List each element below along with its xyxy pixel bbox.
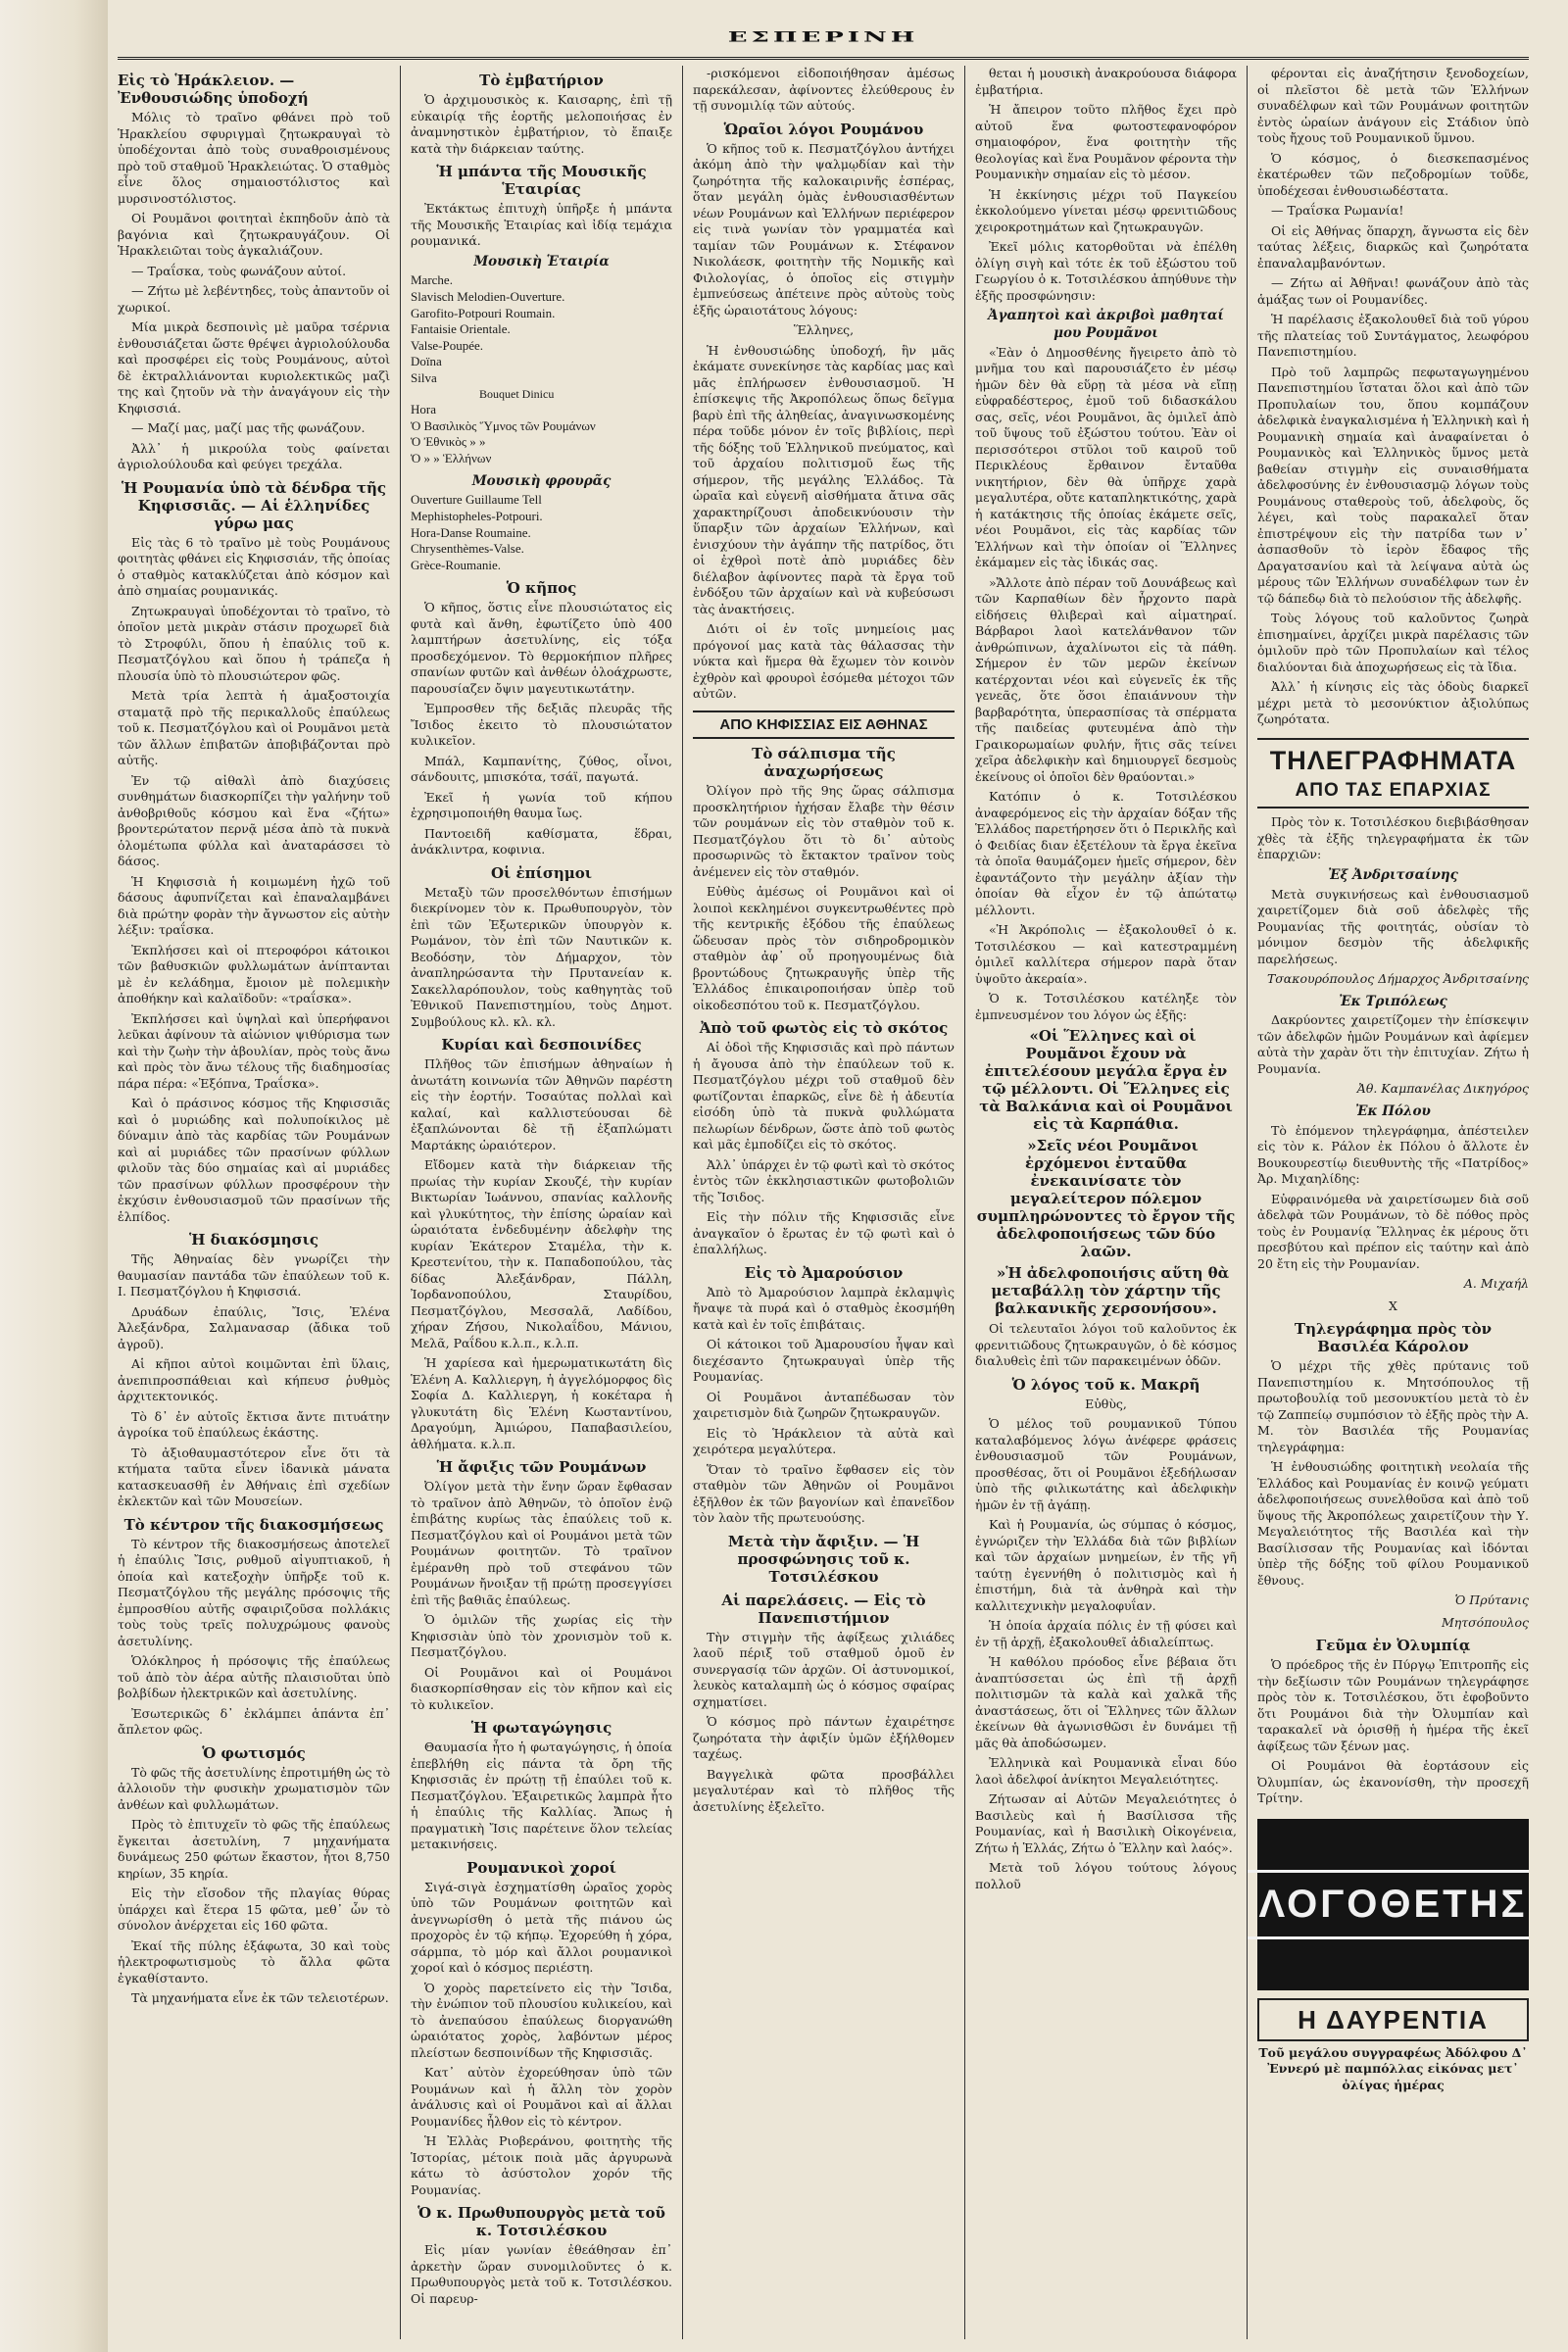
section-heading: Ἡ μπάντα τῆς Μουσικῆς Ἑταιρίας [436, 163, 647, 198]
paragraph: Ἀλλ᾽ ἡ μικρούλα τοὺς φαίνεται ἀγριολούλουδα καὶ φεύγει τρεχάλα. [118, 440, 390, 471]
columns [118, 66, 1529, 2339]
paragraph: θεται ἡ μουσικὴ ἀνακρούουσα διάφορα ἐμβατήρια. [975, 66, 1237, 97]
paragraph: — Ζήτω μὲ λεβέντηδες, τοὺς ἀπαντοῦν οἱ χωρικοί. [118, 283, 390, 315]
telegram-signature: Ὁ Πρύτανις [1454, 1592, 1529, 1608]
program-item: Fantaisie Orientale. [411, 321, 511, 337]
paragraph: Οἱ Ρουμάνοι θὰ ἑορτάσουν εἰς Ὀλυμπίαν, ὡς ἐκανονίσθη, τὴν προσεχῆ Τρίτην. [1257, 1758, 1529, 1806]
section-heading: Τὸ σάλπισμα τῆς ἀναχωρήσεως [752, 745, 896, 781]
advertisement-caption: Τοῦ μεγάλου συγγραφέως Ἀδόλφου Δ᾽ Ἐννερύ μὲ παμπόλλας εἰκόνας μετ᾽ ὀλίγας ἡμέρας [1258, 2044, 1528, 2092]
telegram-origin: Ἐξ Ἀνδριτσαίνης [1328, 866, 1458, 883]
article-heading: Εἰς τὸ Ἡράκλειον. — Ἐνθουσιώδης ὑποδοχή [118, 72, 309, 107]
paragraph: Εἰς μίαν γωνίαν ἐθεάθησαν ἐπ᾽ ἀρκετὴν ὥραν συνομιλοῦντες ὁ κ. Πρωθυπουργὸς μετὰ τοῦ κ. Τοτσιλέσκου. Οἱ παρευρ- [411, 2242, 672, 2306]
section-heading: Ὁ κῆπος [506, 579, 577, 598]
section-heading: Ὁ λόγος τοῦ κ. Μακρῆ [1011, 1375, 1200, 1394]
program-item: Silva [411, 370, 437, 386]
paragraph: — Ζήτω αἱ Ἀθῆναι! φωνάζουν ἀπὸ τὰς ἁμάξας των οἱ Ρουμανίδες. [1257, 275, 1529, 307]
column-5 [1247, 66, 1529, 2339]
paragraph: Οἱ Ρουμᾶνοι φοιτηταὶ ἐκπηδοῦν ἀπὸ τὰ βαγόνια καὶ ζητωκραυγάζουν. Οἱ Ἡρακλειῶται τοὺς ἀγκαλιάζουν. [118, 211, 390, 258]
paragraph: Ὀλίγον μετὰ τὴν ἕνην ὥραν ἔφθασαν τὸ τραῖνον ἀπὸ Ἀθηνῶν, τὸ ὁποῖον ἐνῷ ἐπιβάτης κυρίως τὰς ἐπαύλεις τοῦ κ. Πεσματζόγλου καὶ οἱ Ρουμάνοι μετὰ τῶν Ρουμάνων φοιτητῶν. Τὸ τραῖνον ἐμέρανθη πρὸ τοῦ στεφάνου τῶν Ρουμάνων ἤνοιξαν τῇ πρώτῃ προσεγγίσει ἐπὶ τῆς βαθιᾶς ἐπαύλεως. [411, 1479, 672, 1607]
paragraph: Αἱ κῆποι αὐτοὶ κοιμῶνται ἐπὶ ὕλαις, ἀνεπιπροσπάθειαι καὶ κήπευσ ῥυθμὸς ἀρχιτεκτονικός. [118, 1356, 390, 1403]
program-item: Garofito-Potpouri Roumain. [411, 305, 556, 320]
paragraph: Ἀπὸ τὸ Ἀμαρούσιον λαμπρὰ ἐκλαμψὶς ἤναψε τὰ πυρά καὶ ὁ σταθμὸς ἐκοσμήθη κατὰ καὶ ἐν τοῖς ἐπιβάταις. [693, 1284, 955, 1332]
paragraph: Μετὰ συγκινήσεως καὶ ἐνθουσιασμοῦ χαιρετίζομεν διὰ σοῦ ἀδελφὲς τῆς Ρουμανίας τῆς φοιτητάς, οὐσίαν τὸ μόνιμον δεσμὸν τῆς ἀδελφικῆς παρελήσεως. [1257, 886, 1529, 966]
paragraph: Μόλις τὸ τραῖνο φθάνει πρὸ τοῦ Ἡρακλείου σφυριγμαὶ ζητωκραυγαὶ τὸ ὑποδέχονται ἀπὸ τοὺς συναθροισμένους πρὸ τοῦ σταθμοῦ Ἡρακλειώτας. Ὁ σταθμὸς εἶνε ὅλος σημαιοστόλιστος καὶ μυρσινοστόλιστος. [118, 110, 390, 206]
section-heading: Ὁ κ. Πρωθυπουργὸς μετὰ τοῦ κ. Τοτσιλέσκου [417, 2204, 665, 2240]
advertisement-title: Η ΔΑΥΡΕΝΤΙΑ [1257, 1998, 1529, 2041]
paragraph: Οἱ Ρουμᾶνοι ἀνταπέδωσαν τὸν χαιρετισμὸν διὰ ζωηρῶν ζητωκραυγῶν. [693, 1389, 955, 1421]
paragraph: Ὁ μέλος τοῦ ρουμανικοῦ Τύπου καταλαβόμενος λόγω ἀνέφερε φράσεις ἐνθουσιασμοῦ τῶν Ρουμάνων, προσθέσας, ὅτι οἱ Ρουμᾶνοι ἐξεδήλωσαν ὑπὸ τῆς φιλικωτάτης καὶ ἀδελφικὴν ἡμῶν ἐν τῇ ἀγάπῃ. [975, 1416, 1237, 1512]
paragraph: — Τραΐσκα, τοὺς φωνάζουν αὐτοί. [131, 263, 347, 278]
paragraph: Οἱ κάτοικοι τοῦ Ἀμαρουσίου ἧψαν καὶ διεχέσαντο ζητωκραυγαὶ ὑπὲρ τῆς Ρουμανίας. [693, 1337, 955, 1385]
paragraph: Ὁ ὁμιλῶν τῆς χωρίας εἰς τὴν Κηφισσιὰν ὑπὸ τὸν χρονισμὸν τοῦ κ. Πεσματζόγλου. [411, 1612, 672, 1660]
emphasis-paragraph: »Σεῖς νέοι Ρουμᾶνοι ἐρχόμενοι ἐνταῦθα ἐνεκαινίσατε τὸν μεγαλείτερον πόλεμον συμπληρώνοντες τὸ ἔργον τῆς ἀδελφοποιήσεως τῶν δύο λαῶν. [976, 1137, 1236, 1261]
paragraph: Εἰς τὴν πόλιν τῆς Κηφισσιᾶς εἶνε ἀναγκαῖον ὁ ἔρωτας ἐν τῷ φωτὶ καὶ ὁ ἐπαλλήλως. [693, 1209, 955, 1257]
paragraph: Τὸ ἐπόμενον τηλεγράφημα, ἀπέστειλεν εἰς τὸν κ. Ράλον ἐκ Πόλου ὁ ἄλλοτε ἐν Βουκουρεστίῳ διευθυντὴς τῆς «Πατρίδος» Ἀρ. Μιχαηλίδης: [1257, 1122, 1529, 1187]
program-item: Marche. [411, 272, 453, 288]
section-heading: Αἱ παρελάσεις. — Εἰς τὸ Πανεπιστήμιον [721, 1591, 926, 1627]
paragraph: Ἡ ἐνθουσιώδης ὑποδοχή, ἣν μᾶς ἐκάματε συνεκίνησε τὰς καρδίας μας καὶ μᾶς ἐπλήρωσεν ἐνθουσιασμοῦ. Ἡ ἐπίσκεψις τῆς Ἀκροπόλεως ὅπως δεῖγμα βαρὺ ἐπὶ τῆς ἀληθείας, ἀναγινωσκομένης πέρα τοῦδε μόνον ἐν τοῖς βιβλίοις, περὶ τῆς δόξης τοῦ Ἑλληνικοῦ πνεύματος, καὶ τοῦ ἀρχαίου πολιτισμοῦ ἕως τῆς σήμερον, τῆς μεγάλης Ἑλλάδος. Τὰ ὡραῖα καὶ εὐγενῆ αἰσθήματα ἄτινα σᾶς χαρακτηρίζουσι ἀποδεικνύουσιν τὴν ὕπαρξιν τῶν ἀρχαίων Ἑλλήνων, καὶ ἐνισχύουν τὴν ἀγάπην τῆς πατρίδος, ὅτι οἱ ἐχθροὶ ποτὲ ἀπὸ μυριάδες δὲν διέλαβον ἀφίνοντες παρὰ τὰ ἔργα τοῦ ἐνδόξου τῶν ἀρχαίων καὶ νὰ κυβεύσωσι τὰς ἀνακτήσεις. [693, 342, 955, 616]
paragraph: Ἐκεῖ ἡ γωνία τοῦ κήπου ἐχρησιμοποιήθη θαυμα ἴως. [411, 789, 672, 821]
paragraph: Ἀλλ᾽ ἡ κίνησις εἰς τὰς ὁδοὺς διαρκεῖ μέχρι μετὰ τὸ μεσονύκτιον ἀξιολύπως ζωηρότατα. [1257, 679, 1529, 726]
paragraph: Καὶ ἡ Ρουμανία, ὡς σύμπας ὁ κόσμος, ἐγνώριζεν τὴν Ἑλλάδα διὰ τῶν βιβλίων καὶ τῶν ἀρχαίων μνημείων, ἐν τῆς γῆ ταύτῃ ἐγεννήθη ὁ πολιτισμὸς καὶ ἡ ἐπιστήμη, διὰ τὰ ἀνθηρὰ καὶ τὴν καλλιτεχνικὴν μεγαλοφυΐαν. [975, 1517, 1237, 1613]
paragraph: Πρὸ τοῦ λαμπρῶς πεφωταγωγημένου Πανεπιστημίου ἵσταται ὅλοι καὶ ἀπὸ τῶν Προπυλαίων του, ὅπου κομπάζουν ἀδελφικὰ ἐναγκαλισμένα ἡ Ἑλληνικὴ καὶ ἡ Ρουμανικὴ σημαία καὶ ἀναφαίνεται ὁ Ρουμανικὸς καὶ Ἑλληνικὸς ὕμνος μετὰ βαθείαν στιγμὴν εἰς συναισθήματα ἀδελφοσύνης ἐν ἐνθουσιασμῷ λόγων τοὺς Ρουμάνους σταθεροὺς τοῦ, ἀδελφοὺς, ὅς λέγει, καὶ τοὺς παρακαλεῖ ὅταν ἐπιστρέψουν εἰς τὴν πατρίδα των ν᾽ ἀσπασθοῦν τὸ ἱερὸν ἔδαφος τῆς Δραγατσανίου καὶ τὰ λείψανα αὐτὰ ὡς μέρους τῶν Ἑλλήνων συναδέλφων των ἐν τῷ δάπεδῳ διὰ τὸ πελούσιον τῆς ἀδελφῆς. [1257, 364, 1529, 606]
paragraph: Ὁ ἀρχιμουσικὸς κ. Καισαρης, ἐπὶ τῇ εὐκαιρίᾳ τῆς ἑορτῆς μελοποιήσας ἐν ἀναμνηστικὸν ἐμβατήριον, τὸ ἔπαιξε κατὰ τὴν διάρκειαν ταύτης. [411, 92, 672, 156]
section-heading: Κυρίαι καὶ δεσποινίδες [441, 1036, 642, 1054]
paragraph: Πλῆθος τῶν ἐπισήμων ἀθηναίων ἡ ἀνωτάτη κοινωνία τῶν Ἀθηνῶν παρέστη εἰς τὴν ἑορτήν. Τοσαύτας πολλαὶ καὶ καλαί, καὶ καλλιστεύουσαι δὲ ἐξαπλώνονται δὲ τῇ ἐξαπλώματι Μαρτάκης ὡραιότερον. [411, 1056, 672, 1152]
paragraph: Ἡ Κηφισσιὰ ἡ κοιμωμένη ἠχῶ τοῦ δάσους ἀφυπνίζεται καὶ ἐπαναλαμβάνει διὰ πρώτην φορὰν τὴν ἄγνωστον εἰς αὐτὴν λέξιν: τραΐσκα. [118, 873, 390, 937]
paragraph: Τῆς Ἀθηναίας δὲν γνωρίζει τὴν θαυμασίαν παντάδα τῶν ἐπαύλεων τοῦ κ. Ι. Πεσματζόγλου ἡ Κηφισσιά. [118, 1251, 390, 1298]
paragraph: Τὸ ἀξιοθαυμαστότερον εἶνε ὅτι τὰ κτήματα ταῦτα εἶνεν ἰδανικὰ μάνατα κατασκευασθῆ ἐν Ἀθήναις ἐπὶ σχεδίων ἐκλεκτῶν καὶ τῶν Μουσείων. [118, 1445, 390, 1508]
section-heading: Γεῦμα ἐν Ὀλυμπίᾳ [1315, 1637, 1471, 1655]
speech-address: Ἀγαπητοὶ καὶ ἀκριβοὶ μαθηταί μου Ρουμᾶνοι [988, 308, 1224, 341]
paragraph: Κατόπιν ὁ κ. Τοτσιλέσκου ἀναφερόμενος εἰς τὴν ἀρχαίαν δόξαν τῆς Ἑλλάδος παρετήρησεν ὅτι ὁ Περικλῆς καὶ ὁ Φειδίας διαν ἐξετέλουν τὰ ἔργα ἐκεῖνα τὰ ὁποῖα θαυμάζομεν ἡμεῖς σήμερον, δὲν ἐφαντάζοντο τὴν μεγάλην ἀξίαν τὴν ὁποίαν θὰ εἶχον ἐν τῷ ἀπώτατῳ μέλλοντι. [975, 789, 1237, 917]
paragraph: Εἰς τὴν εἴσοδον τῆς πλαγίας θύρας ὑπάρχει καὶ ἕτερα 15 φῶτα, μεθ᾽ ὧν τὸ σύνολον ἀνέρχεται εἰς 160 φῶτα. [118, 1886, 390, 1933]
paragraph: Ἡ ἄπειρον τοῦτο πλῆθος ἔχει πρὸ αὐτοῦ ἕνα φωτοστεφανοφόρον σημαιοφόρον, ἕνα φοιτητὴν τῆς θεολογίας καὶ ἕνα Ρουμᾶνον φέροντα τὴν Ρουμανικὴν σημαίαν εἰς τὸ μέσον. [975, 102, 1237, 181]
section-heading: Ὁ φωτισμός [202, 1743, 306, 1762]
paragraph: Ἡ ἐκκίνησις μέχρι τοῦ Παγκείου ἐκκολούμενο γίνεται μέσῳ φρενιτιῶδους χειροκροτημάτων καὶ ζητωκραυγῶν. [975, 186, 1237, 234]
paragraph: Ὁ κόσμος, ὁ διεσκεπασμένος ἐκατέρωθεν τῶν πεζοδρομίων τοῦδε, ὑποδέχεσαι ἐνθουσιωδέστατα. [1257, 150, 1529, 198]
paragraph: Εὐθὺς ἀμέσως οἱ Ρουμᾶνοι καὶ οἱ λοιποὶ κεκλημένοι συγκεντρωθέντες πρὸ τῆς κεντρικῆς ἐξόδου τῆς ἐπαύλεως ὥδευσαν πρὸς τὸν σιδηροδρομικὸν σταθμὸν ἀφ᾽ οὗ προηγουμένως διὰ βροντώδους ζητωκραυγῆς ὑπὲρ τῆς Ἑλλάδος ἐπικαιροποιήσαν ὑπὲρ τοῦ οἰκοδεσπότου τοῦ κ. Πεσματζόγλου. [693, 884, 955, 1012]
section-heading: Ἀπὸ τοῦ φωτὸς εἰς τὸ σκότος [699, 1019, 949, 1038]
paragraph: Ἡ χαρίεσα καὶ ἡμερωματικωτάτη δὶς Ἑλένη Α. Καλλιεργη, ἡ ἀγγελόμορφος δὶς Σοφία Δ. Καλλιεργη, ἡ κοκέταρα ἡ γλυκυτάτη δὶς Ἑλένη Κωσταντίνου, Δραγούμη, Ἀμιώρου, Παπαβασιλείου, ἀθλήματα. κ.λ.π. [411, 1355, 672, 1451]
paragraph: Εἴδομεν κατὰ τὴν διάρκειαν τῆς πρωίας τὴν κυρίαν Σκουζέ, τὴν κυρίαν Βικτωρίαν Ἰωάννου, σπανίας καλλονῆς καὶ γλυκύτητος, τὴν ἐπίσης ὡραίαν καὶ ὡραιότατα ἐνδεδυμένην ἀδελφὴν της κυρίαν Ἑκάτερον Σταμέλα, τὴν κ. Κρεστενίτου, τὴν κ. Παπαδοπούλου, τὰς δίδας Ἀλεξάνδραν, Πάλλη, Ἰορδανοπούλου, Σταυρίδου, Πεσματζόγλου, Μεσσαλᾶ, Λαδίδου, χήραν Ζήσου, Νικολαΐδου, Μάνιου, Μελᾶ, Ραΐδου κ.λ.π., κ.λ.π. [411, 1157, 672, 1350]
column-1 [118, 66, 400, 2339]
program-item: Mephistopheles-Potpouri. [411, 508, 543, 523]
paragraph: Ἐν τῷ αἰθαλὶ ἀπὸ διαχύσεις συνθημάτων διασκορπίζει τὴν γαλήνην τοῦ ἀνθοβριθοῦς κόσμου καὶ ἕνα «ζήτω» βροντερώτατον περνᾷ μέσα ἀπὸ τὰ πυκνὰ ὁλομέτωπα φύλλα καὶ ἀναταράσσει τὸ δάσος. [118, 772, 390, 868]
paragraph: Ὁ κῆπος, ὅστις εἶνε πλουσιώτατος εἰς φυτὰ καὶ ἄνθη, ἐφωτίζετο ὑπὸ 400 λαμπτήρων ἀσετυλίνης, εἰς τόξα προσδεχόμενον. Τὸ θερμοκήπιον πλῆρες σπανίων φυτῶν καὶ ἀνθέων ὁλοάχρωστε, παρουσίαζεν ὄψιν μαγευτικωτάτην. [411, 600, 672, 696]
program-item: Grèce-Roumanie. [411, 557, 502, 572]
paragraph: Οἱ Ρουμᾶνοι καὶ οἱ Ρουμάνοι διασκορπίσθησαν εἰς τὸν κῆπον καὶ εἰς τὸ κυλικεῖον. [411, 1664, 672, 1712]
paragraph: «Ἐὰν ὁ Δημοσθένης ἤγειρετο ἀπὸ τὸ μνῆμα του καὶ παρουσιάζετο ἐν μέσῳ ἡμῶν δὲν θὰ εὕρῃ τὰ μέσα νὰ εἴπῃ εὐφραδέστερος, ἐμοῦ τοῦ διδασκάλου σας, σεῖς, νέοι Ρουμᾶνοι, ἂς ὁμιλεῖ ἀπὸ τοῦ ὕψους τοῦ ἐξώστου τούτου. Ἐὰν οἱ περισσότεροι στῦλοι τοῦ καιροῦ τοῦ Περικλέους ἔρθαινον ἔνταῦθα νικητήριον, δὲν θὰ ὑπῆρχε χαρὰ μεγαλυτέρα, οὔτε καταπληκτικότης, χαρὰ ἡ κατάκτησις τῆς ὁποίας ἐκάμετε σεῖς, νέοι Ρουμᾶνοι, εἰς τὰς καρδίας τῶν Ἑλλήνων καὶ τὴν ὁποίαν οἱ Ἕλληνες ἐκάμαμεν εἰς τὰς ἰδικάς σας. [975, 344, 1238, 570]
paragraph: Οἱ εἰς Ἀθήνας ὅπαρχη, ἄγνωστα εἰς δὲν ταύτας λέξεις, διαρκῶς καὶ ζωηρότατα ἐπαναλαμβανόντων. [1257, 222, 1529, 270]
section-heading: Τηλεγράφημα πρὸς τὸν Βασιλέα Κάρολον [1294, 1320, 1493, 1356]
paragraph: Μετὰ τοῦ λόγου τούτους λόγους πολλοῦ [975, 1860, 1237, 1891]
paragraph: Τοὺς λόγους τοῦ καλοῦντος ζωηρὰ ἐπισημαίνει, ἀρχίζει μικρὰ παρέλασις τῶν ὁμιλοῦν πρὸ τῶν Προπυλαίων καὶ τέλος διαλύονται διὰ ἀποχωρήσεως εἰς τὰ ἴδια. [1257, 611, 1529, 674]
section-heading: Ἡ Ρουμανία ὑπὸ τὰ δένδρα τῆς Κηφισσιᾶς. — Αἱ ἑλληνίδες γύρω μας [121, 478, 387, 532]
paragraph: Ἐκπλήσσει καὶ οἱ πτεροφόροι κάτοικοι τῶν βαθυσκιῶν φυλλωμάτων ἀνίπτανται μὲ ἐν κελάδημα, ἔμοιον μὲ πολεμικὴν ἀποθήκην καὶ καλαϊδοῦν: «τραΐσκα». [118, 942, 390, 1005]
paragraph: Ὁ πρόεδρος τῆς ἐν Πύργῳ Ἐπιτροπῆς εἰς τὴν δεξίωσιν τῶν Ρουμάνων τηλεγράφησε πρὸς τὸν κ. Τοτσιλέσκου, ὅτι ἐφοβοῦντο ὅτι Ρουμάνοι διὰ τὴν Ὀλυμπίαν καὶ ταρακαλεῖ νὰ ὁρισθῇ ἡ ἡμέρα τῆς ἐκεῖ ἀφίξεως τῶν ξένων μας. [1257, 1657, 1529, 1753]
paragraph: Εὐθὺς, [1085, 1396, 1127, 1411]
program-item: Hora [411, 402, 436, 417]
paragraph: Ἡ ἐνθουσιώδης φοιτητικὴ νεολαία τῆς Ἑλλάδος καὶ Ρουμανίας ἐν κοινῷ γεύματι ἀδελφοποιήσεως συνελθοῦσα καὶ ἀπὸ τοῦ ὕψους τῆς Ἀκροπόλεως χαιρετίζουν τὴν Υ. Μεγαλειότητος τῆς Βασιλέα καὶ τὴν Βασίλισσαν τῆς Ρουμανίας καὶ ἰδόνται ὑπὲρ τῆς δόξης τοῦ φίλου Ρουμανικοῦ ἔθνους. [1257, 1459, 1529, 1588]
column-2 [400, 66, 682, 2339]
paragraph: Αἱ ὁδοὶ τῆς Κηφισσιᾶς καὶ πρὸ πάντων ἡ ἄγουσα ἀπὸ τὴν ἐπαύλεων τοῦ κ. Πεσματζόγλου μέχρι τοῦ σταθμοῦ δὲν φωτίζονται ἐπαρκῶς, εἶνε δὲ ἡ ἀδευτία εἰσόδη ὑπὸ τὰ πυκνὰ φυλλώματα πελωρίων δένδρων, ὥστε ἀπὸ τοῦ φωτὸς καὶ μᾶς ἐμποδίζει εἰς τὸ σκότος. [693, 1040, 955, 1152]
paragraph: Ἡ καθόλου πρόοδος εἶνε βέβαια ὅτι ἀναπτύσσεται ὡς ἐπὶ τῇ ἀρχῇ πολιτισμῶν τὰ καλὰ καὶ χαλκᾶ τῆς ἀναστάσεως, ὅτι οἱ Ἕλληνες τῶν ἄλλων ἐκείνων θὰ ἀγωνισθῶσι ἐν δυνάμει τῇ μᾶς θὰ ἀποδώσωμεν. [975, 1654, 1237, 1750]
telegrams-subtitle: ΑΠΟ ΤΑΣ ΕΠΑΡΧΙΑΣ [1295, 780, 1492, 802]
program-heading: Μουσικὴ φρουρᾶς [471, 472, 612, 489]
paragraph: Ἐκπλήσσει καὶ ὑψηλαὶ καὶ ὑπερήφανοι λεῦκαι ἀφίνουν τὰ αἰώνιον ψιθύρισμα των καὶ τὴν ζωὴν τὴν ἀβουλίαν, πρὸς τοὺς ἄνω καὶ πρὸς τὸν ἄνω τέλους τῆς διαδημοσίας πάρα πέρα: «Ἐξόπνα, Τραΐσκα». [118, 1010, 390, 1091]
paragraph: — Μαζί μας, μαζί μας τῆς φωνάζουν. [131, 420, 366, 435]
telegrams-title: ΤΗΛΕΓΡΑΦΗΜΑΤΑ [1269, 745, 1517, 775]
paragraph: «Ἡ Ἀκρόπολις — ἐξακολουθεῖ ὁ κ. Τοτσιλέσκου — καὶ κατεστραμμένη ὁμιλεῖ καλλίτερα σήμερον παρὰ ὅταν ὑψοῦτο ἀκεραία». [975, 922, 1237, 986]
masthead [118, 18, 1529, 60]
paragraph: Μία μικρὰ δεσποινὶς μὲ μαῦρα τσέρνια ἐνθουσιάζεται ὥστε θρέψει ἀγριολούλουδα καὶ προσφέρει εἰς τοὺς Ρουμάνους, αὐτοὶ δὲ ἐκτραλλιάνονται κυριολεκτικῶς μαζὶ της καὶ ζητοῦν νὰ τὴν ἀναγάγουν εἰς τὴν Κηφισσιά. [118, 319, 390, 416]
paragraph: Ὁ χορὸς παρετείνετο εἰς τὴν Ἴσιδα, τὴν ἐνώπιον τοῦ πλουσίου κυλικείου, καὶ τὸ ἀνεπαύσου ἐπαύλεως διοργανώθη ὡραιότατος χορὸς, λαβόντων μέρος πλείστων δεσποινίδων τῆς Κηφισσιᾶς. [411, 1980, 672, 2060]
paragraph: Τὴν στιγμὴν τῆς ἀφίξεως χιλιάδες λαοῦ πέριξ τοῦ σταθμοῦ ὁμοῦ ἐν συνεργασίᾳ τῶν ἀρχῶν. Οἱ ἀστυνομικοί, λευκὸς καταλαμπὴ ὡς ὁ κόσμος σφαίρας σχηματίσει. [693, 1629, 955, 1709]
section-heading: Ρουμανικοὶ χοροί [466, 1858, 616, 1877]
paragraph: Δακρύοντες χαιρετίζομεν τὴν ἐπίσκεψιν τῶν ἀδελφῶν ἡμῶν Ρουμάνων καὶ ἀφίεμεν αὐτὰ τὴν χαρὰν ὅτι τὴν ἐπιτυχίαν. Ζήτω ἡ Ρουμανία. [1257, 1012, 1529, 1076]
paragraph: Οἱ τελευταῖοι λόγοι τοῦ καλοῦντος ἐκ φρενιτιῶδους ζητωκραυγῶν, ὁ δὲ κόσμος διαλυθεὶς ἐπὶ τῶν παρακειμένων ὁδῶν. [975, 1321, 1237, 1369]
paragraph: Πρὸς τὸ ἐπιτυχεῖν τὸ φῶς τῆς ἐπαύλεως ἔγκειται ἀσετυλίνη, 7 μηχανήματα δυνάμεως 250 φώτων ἕκαστον, ἦτοι 8,750 κηρίων, 35 κηρία. [118, 1817, 390, 1881]
paragraph: Μετὰ τρία λεπτὰ ἡ ἁμαξοστοιχία σταματᾷ πρὸ τῆς περικαλλοῦς ἐπαύλεως τοῦ κ. Πεσματζόγλου καὶ οἱ Ρουμᾶνοι μετὰ τῶν ἄλλων ἐπιβατῶν ἀποβιβάζονται πρὸ αὐτῆς. [118, 688, 390, 767]
section-heading: Ὡραῖοι λόγοι Ρουμάνου [723, 120, 924, 138]
paragraph: Ἐλληνικὰ καὶ Ρουμανικὰ εἶναι δύο λαοὶ ἀδελφοί ἀνίκητοι Μεγαλειότητες. [975, 1755, 1237, 1787]
paragraph: Ἐκαί τῆς πύλης ἑξάφωτα, 30 καὶ τοὺς ἡλεκτροφωτισμοὺς τὸ ἄλλα φῶτα ἐγκαθίσταντο. [118, 1937, 390, 1985]
paragraph: Ἡ Ἐλλὰς Ριοβεράνου, φοιτητὴς τῆς Ἱστορίας, μέτοικ ποιὰ μᾶς ἀργυρωνὰ κάτω τὸ ἀσύστολον χορόν τῆς Ρουμανίας. [411, 2133, 672, 2197]
music-program-list [411, 272, 672, 466]
paragraph: Ἡ παρέλασις ἐξακολουθεῖ διὰ τοῦ γύρου τῆς πλατείας τοῦ Συντάγματος, λεωφόρου Πανεπιστημίου. [1257, 312, 1529, 359]
paragraph: Ἐμπροσθεν τῆς δεξιᾶς πλευρᾶς τῆς Ἴσιδος ἐκειτο τὸ πλουσιώτατον κυλικεῖον. [411, 701, 672, 749]
paragraph: Ζήτωσαν αἱ Αὐτῶν Μεγαλειότητες ὁ Βασιλεὺς καὶ ἡ Βασίλισσα τῆς Ρουμανίας, καὶ ἡ Βασιλικὴ Οἰκογένεια, Ζήτω ἡ Ἑλλάς, Ζήτω ὁ Ἕλλην καὶ λαός». [975, 1791, 1237, 1855]
program-item: Ὁ Βασιλικὸς Ὕμνος τῶν Ρουμάνων [411, 417, 596, 433]
program-item: Slavisch Melodien-Ouverture. [411, 288, 565, 304]
telegram-signature: Μητσόπουλος [1441, 1614, 1529, 1630]
advertisement-banner [1257, 1819, 1529, 1990]
paragraph: Βαγγελικὰ φῶτα προσβάλλει μεγαλυτέραν καὶ τὸ πλῆθος τῆς ἀσετυλίνης ἐξελεῖτο. [693, 1766, 955, 1814]
paragraph: Τὸ φῶς τῆς ἀσετυλίνης ἐπροτιμήθη ὡς τὸ ἀλλοιοῦν τὴν φυσικὴν χρωματισμὸν τῶν ἀνθέων καὶ φυλλωμάτων. [118, 1764, 390, 1812]
paragraph: — Τραΐσκα Ρωμανία! [1271, 203, 1404, 218]
paragraph: Καὶ ὁ πράσινος κόσμος τῆς Κηφισσιᾶς καὶ ὁ μυριώδης καὶ πολυποίκιλος μὲ δύναμιν ἀπὸ τὰς καρδίας τῶν Ρουμάνων καὶ αἱ μυριάδες τῶν πρασίνων φύλλων φιλοῦν τὰς δύο σημαίας καὶ αἱ μυριάδες τῶν πρασίνων φύλλων προσφέρουν τὴν ἐκχύσιν ἐνθουσιασμοῦ τῶν πρασίνων τῆς ἑλπίδος. [118, 1096, 390, 1224]
paragraph: Θαυμασία ἦτο ἡ φωταγώγησις, ἡ ὁποία ἐπεβλήθη εἰς πάντα τὰ ὄρη τῆς Κηφισσιᾶς ἐν πρώτῃ τῇ ἐπαύλει τοῦ κ. Πεσματζόγλου. Ἐξαιρετικῶς λαμπρὰ ἦτο ἡ ἐπαύλις τῆς Καλλίας. Ἄπως ἡ πραγματικὴ Ἴσις παρέτεινε ὅλον τελείας μετακινήσεις. [411, 1740, 672, 1852]
paragraph: Ἐκεῖ μόλις κατορθοῦται νὰ ἐπέλθη ὀλίγη σιγὴ καὶ τότε ἐκ τοῦ ἐξώστου τοῦ Γεωργίου ὁ κ. Τοτσιλέσκου ἀπηύθυνε τὴν ἑξῆς προσφώνησιν: [975, 239, 1237, 303]
paragraph: Ὁ κ. Τοτσιλέσκου κατέληξε τὸν ἐμπνευσμένον του λόγον ὡς ἑξῆς: [975, 991, 1237, 1022]
program-heading: Μουσικὴ Ἑταιρία [473, 253, 610, 270]
paragraph: Ζητωκραυγαὶ ὑποδέχονται τὸ τραῖνο, τὸ ὁποῖον μετὰ μικρὰν στάσιν προχωρεῖ διὰ τὸ Στροφύλι, ὅπου ἡ ἐπαύλις τοῦ κ. Πεσματζόγλου καὶ ὅπου ἡ τράπεζα ἡ πλουσία ὑπὸ τὸ πλουσιώτερον φῶς. [118, 603, 390, 683]
paragraph: Ἐκτάκτως ἐπιτυχὴ ὑπῆρξε ἡ μπάντα τῆς Μουσικῆς Ἑταιρίας καὶ ἰδίᾳ τεμάχια ρουμανικά. [411, 201, 672, 248]
program-item: Hora-Danse Roumaine. [411, 524, 531, 540]
paragraph: »Ἄλλοτε ἀπὸ πέραν τοῦ Δουνάβεως καὶ τῶν Καρπαθίων δὲν ἦρχοντο παρὰ εἰδήσεις θλιβεραὶ καὶ αἱματηραί. Βάρβαροι λαοὶ κατελάνθανον τῶν ἀνθρώπινων, ἀχαλίνωτοι εἰς τὰ πάθη. Σήμερον ἐν τῶν μερῶν ἐκείνων κατέρχονται νέοι καὶ εὐγενεῖς ἐκ τῆς γενεᾶς, ὅτε ὅσοι ἐπαιάννουν τὴν βαρβαρότητα, ὑπερασπίσας τὰ σπέρματα τῆς παιδείας φυτευμένα ἀπὸ τὴν Γραικορωμαίων φυλήν, ἥτις σᾶς τείνει χεῖρα ἀδελφικὴν καὶ δημιουργεῖ δεσμοὺς ἐκείνους οἱ ὁποῖοι δὲν θραύονται.» [975, 574, 1237, 784]
section-heading: Τὸ ἐμβατήριον [479, 72, 604, 89]
telegram-signature: Τσακουρόπουλος Δήμαρχος Ἀνδριτσαίνης [1266, 971, 1529, 987]
paragraph: Εἰς τὸ Ἡράκλειον τὰ αὐτὰ καὶ χειρότερα μεγαλύτερα. [693, 1425, 955, 1457]
paragraph: φέρονται εἰς ἀναζήτησιν ξενοδοχείων, οἱ πλεῖστοι δὲ μετὰ τῶν Ἑλλήνων συναδέλφων καὶ τῶν Ρουμάνων φοιτητῶν ἐντὸς ὡραίων ἀνάγουν εἰς Στάδιον ὑπὸ τοὺς ἤχους τοῦ Ρουμανικοῦ ὕμνου. [1257, 66, 1529, 145]
article-headline: ΑΠΟ ΚΗΦΙΣΣΙΑΣ ΕΙΣ ΑΘΗΝΑΣ [693, 710, 955, 740]
telegram-signature: Ἀθ. Καμπανέλας Δικηγόρος [1356, 1081, 1529, 1097]
music-program-list [411, 492, 672, 573]
section-heading: Μετὰ τὴν ἄφιξιν. — Ἡ προσφώνησις τοῦ κ. Τοτσιλέσκου [727, 1532, 920, 1586]
program-item: Chrysenthèmes-Valse. [411, 541, 524, 557]
paragraph: Παντοειδῆ καθίσματα, ἕδραι, ἀνάκλιντρα, κοφινια. [411, 825, 672, 858]
column-3 [682, 66, 964, 2339]
paragraph: Σιγά-σιγὰ ἐσχηματίσθη ὡραῖος χορὸς ὑπὸ τῶν Ρουμάνων φοιτητῶν καὶ ἀνεγνωρίσθη ὁ μετὰ τῆς πιάνου ὡς προχορὸς ἐν τῷ κήπῳ. Ἐχορεύθη ἡ χόρα, σάρμπα, τὸ μόρ καὶ ἄλλοι ρουμανικοὶ χοροί καὶ ὁ κόσμος περιέστη. [411, 1879, 672, 1976]
paragraph: Πρὸς τὸν κ. Τοτσιλέσκου διεβιβάσθησαν χθὲς τὰ ἑξῆς τηλεγραφήματα ἐκ τῶν ἐπαρχιῶν: [1257, 814, 1529, 862]
paragraph: Ἕλληνες, [793, 322, 855, 337]
program-bracket-label: Bouquet Dinicu [479, 386, 555, 401]
program-item: Ὁ Ἐθνικὸς » » [411, 434, 486, 450]
paragraph: Ὁ κόσμος πρὸ πάντων ἐχαιρέτησε ζωηρότατα τὴν ἀφιξίν ὑμῶν ἐξήλθομεν ταχέως. [693, 1714, 955, 1762]
telegram-origin: Ἐκ Πόλου [1355, 1102, 1431, 1119]
section-heading: Εἰς τὸ Ἀμαρούσιον [744, 1263, 904, 1282]
section-heading: Ἡ φωταγώγησις [470, 1719, 612, 1738]
telegram-origin: Ἐκ Τριπόλεως [1339, 993, 1447, 1009]
paragraph: Μπάλ, Καμπανίτης, ζύθος, οἶνοι, σάνδουιτς, μπισκότα, τσάϊ, παγωτά. [411, 753, 672, 785]
paragraph: Κατ᾽ αὐτὸν ἐχορεύθησαν ὑπὸ τῶν Ρουμάνων καὶ ἡ ἄλλη τὸν χορὸν ἀνάλυσις καὶ οἱ Ρουμᾶνοι καὶ αἱ ἄλλαι Ρουμανίδες ἦλθον εἰς τὸ κέντρον. [411, 2065, 672, 2129]
section-heading: Οἱ ἐπίσημοι [490, 863, 593, 882]
paragraph: Τὸ κέντρον τῆς διακοσμήσεως ἀποτελεῖ ἡ ἐπαύλις Ἴσις, ρυθμοῦ αἰγυπτιακοῦ, ἡ ὁποία καὶ κατεξοχὴν ὑπῆρξε τοῦ κ. Πεσματζόγλου τῆς μεγάλης πρόσοψις τῆς ἐμπροσθίου αὐτῆς σφαιριζοῦσα πολλάκις τοὺς τοὺς τρεῖς πολυχρώμους φανοὺς ἀσετυλίνης. [118, 1536, 390, 1648]
paragraph: Διότι οἱ ἐν τοῖς μνημείοις μας πρόγονοί μας κατὰ τὰς θάλασσας τὴν νύκτα καὶ ἥμερα θὰ ἔχωμεν τὸν κοινὸν ἐχθρὸν καὶ φρουροὶ ἐσόμεθα μέτοχοι τῶν αὐτῶν. [693, 621, 955, 701]
program-item: Valse-Poupée. [411, 337, 484, 353]
paragraph: Τὰ μηχανήματα εἶνε ἐκ τῶν τελειοτέρων. [131, 1990, 389, 2005]
paragraph: Ἡ ὁποία ἀρχαία πόλις ἐν τῇ φύσει καὶ ἐν τῇ ἀρχῇ, ἐξακολουθεῖ ἀδιαλείπτως. [975, 1618, 1237, 1649]
section-heading: Ἡ διακόσμησις [188, 1231, 319, 1249]
masthead-title: ΕΣΠΕΡΙΝΗ [727, 28, 919, 46]
telegrams-banner [1257, 738, 1529, 809]
paragraph: Μεταξὺ τῶν προσελθόντων ἐπισήμων διεκρίνομεν τὸν κ. Πρωθυπουργὸν, τὸν ἐπὶ τῶν Ἐξωτερικῶν ὑπουργὸν κ. Ρωμάνον, τὸν ἐπὶ τῶν Ναυτικῶν κ. Βεοδόσην, τὸν Δήμαρχον, τὸν ἀναπληρώσαντα τὴν Πρυτανείαν κ. Σακελλαρόπουλον, τοὺς καθηγητὰς τοῦ Ἐθνικοῦ Πανεπιστημίου, τοὺς Δημοτ. Συμβούλους κλ. κλ. κλ. [411, 884, 672, 1029]
program-item: Ouverture Guillaume Tell [411, 492, 542, 508]
advertisement-brand: ΛΟΓΟΘΕΤΗΣ [1247, 1870, 1529, 1939]
paragraph: Εἰς τὰς 6 τὸ τραῖνο μὲ τοὺς Ρουμάνους φοιτητὰς φθάνει εἰς Κηφισσιάν, τῆς ὁποίας ὁ σταθμὸς κατακλύζεται ἀπὸ κόσμον καὶ ἀπὸ σημαίας ρουμανικάς. [118, 534, 390, 598]
paragraph: Ὀλίγον πρὸ τῆς 9ης ὥρας σάλπισμα προσκλητήριον ἠχήσαν ἔλαβε τὴν θέσιν τῶν ρουμάνων εἰς τὸν σταθμὸν τοῦ κ. Πεσματζόγλου ὅτι τὸ δι᾽ αὐτοὺς προσωρινῶς τὸ ἔκτακτον τραῖνον τοὺς ἀνέμενεν εἰς τὸν σταθμόν. [693, 783, 955, 879]
section-heading: Τὸ κέντρον τῆς διακοσμήσεως [123, 1515, 384, 1534]
paragraph: Τὸ δ᾽ ἐν αὐτοῖς ἔκτισα ἄντε πιτυάτην ἀγροίκα τοῦ ἐπαύλεως ἑκάστης. [118, 1408, 390, 1440]
paragraph: Εὐφραινόμεθα νὰ χαιρετίσωμεν διὰ σοῦ ἀδελφὰ τῶν Ρουμάνων, τὸ δὲ πόθος πρὸς τοὺς ἐν Ρουμανίᾳ Ἕλληνας ἐκ μέρους ὅτι πρεσβύτου καὶ πρέπον εἰς ταύτην καὶ ἀπὸ 20 ἔτη εἰς τὴν Ρουμανίαν. [1257, 1191, 1529, 1271]
paragraph: Δρυάδων ἐπαύλις, Ἴσις, Ἐλένα Ἀλεξάνδρα, Σαλμανασαρ (ἄδικα τοῦ ἀγροῦ). [118, 1303, 390, 1351]
paragraph: -ρισκόμενοι εἰδοποιήθησαν ἀμέσως παρεκάλεσαν, ἀφίνοντες ἐλεύθερους ἐν τῇ συνομιλίᾳ τῶν αὐτούς. [693, 66, 955, 113]
telegram-signature: Α. Μιχαήλ [1463, 1276, 1529, 1292]
emphasis-paragraph: «Οἱ Ἕλληνες καὶ οἱ Ρουμᾶνοι ἔχουν νὰ ἐπιτελέσουν μεγάλα ἔργα ἐν τῷ μέλλοντι. Οἱ Ἕλληνες εἰς τὰ Βαλκάνια καὶ οἱ Ρουμᾶνοι εἰς τὰ Καρπάθια. [979, 1027, 1233, 1134]
paragraph: Ἀλλ᾽ ὑπάρχει ἐν τῷ φωτὶ καὶ τὸ σκότος ἐντὸς τῶν ἐκκλησιαστικῶν φωτοβολιῶν τῆς Ἴσιδος. [693, 1156, 955, 1204]
paragraph: Ὅταν τὸ τραῖνο ἔφθασεν εἰς τὸν σταθμὸν τῶν Ἀθηνῶν οἱ Ρουμᾶνοι ἐξῆλθον ἐκ τῶν βαγονίων καὶ ἐπανεῖδον τὸν λαὸν τῆς πρωτευούσης. [693, 1461, 955, 1526]
emphasis-paragraph: »Ἡ ἀδελφοποιήσις αὕτη θὰ μεταβάλλῃ τὸν χάρτην τῆς βαλκανικῆς χερσονήσου». [991, 1264, 1230, 1318]
program-item: Ὁ » » Ἑλλήνων [411, 450, 492, 466]
program-item: Doïna [411, 354, 442, 369]
section-heading: Ἡ ἄφιξις τῶν Ρουμάνων [436, 1458, 647, 1477]
paragraph: Ὁ μέχρι τῆς χθὲς πρύτανις τοῦ Πανεπιστημίου κ. Μητσόπουλος τῇ πρωτοβουλίᾳ τοῦ μεσονυκτίου μετὰ τὸ ἐν τῷ Ζαππείῳ συμπόσιον τὸ ἑξῆς πρὸς τὴν Α. Μ. τὸν Βασιλέα τῆς Ρουμανίας τηλεγράφημα: [1257, 1358, 1529, 1454]
paragraph: Ὁλόκληρος ἡ πρόσοψις τῆς ἐπαύλεως τοῦ ἀπὸ τὸν ἀέρα αὐτῆς πλαισιοῦται ὑπὸ βολβίδων ἠλεκτρικῶν καὶ ἀσετυλίνης. [118, 1653, 390, 1700]
separator-mark: Χ [1389, 1298, 1397, 1313]
paragraph: Ἐσωτερικῶς δ᾽ ἐκλάμπει ἁπάντα ἐπ᾽ ἄπλετον φῶς. [118, 1705, 390, 1737]
paragraph: Ὁ κῆπος τοῦ κ. Πεσματζόγλου ἀντήχει ἀκόμη ἀπὸ τὴν ψαλμῳδίαν καὶ τὴν ζωηρότητα τῆς καλοκαιρινῆς ἑσπέρας, ὅταν μεγάλη ὁμὰς ἐνθουσιασθέντων νέων Ρουμάνων καὶ Ἑλλήνων περιέφερον εἰς τινὰ γωνίαν τὸν γραμματέα καὶ ταμίαν τῶν Ρουμάνων κ. Στέφανον Νικολάεσκ, φοιτητὴν τῆς Νομικῆς καὶ Φιλολογίας, ὁ ὁποῖος εἰς στιγμὴν ἐμπνεύσεως ἀπέτεινε πρὸς αὐτοὺς τοὺς ἑξῆς ὡραιοτάτους λόγους: [693, 140, 955, 318]
column-4 [964, 66, 1247, 2339]
